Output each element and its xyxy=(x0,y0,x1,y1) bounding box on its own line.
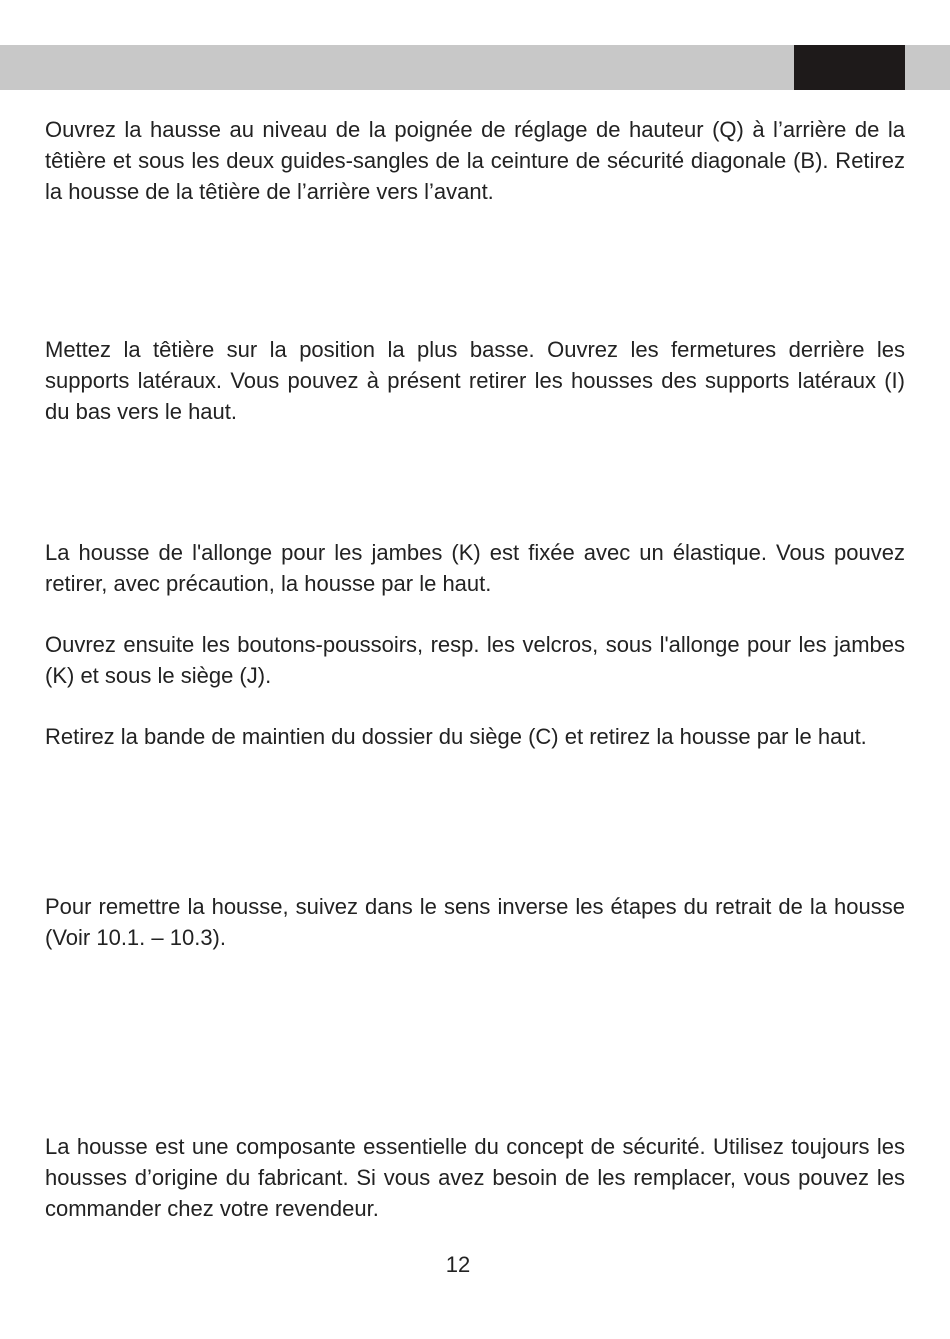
paragraph-safety-note: La housse est une composante essentielle du concept de sécurité. Utilisez toujours les housses d’origine du fabricant. Si vous avez besoin de les remplacer, vous pouvez les commander chez votre revendeur. xyxy=(45,1134,905,1221)
paragraph-snap-fasteners: Ouvrez ensuite les boutons-poussoirs, resp. les velcros, sous l'allonge pour les jambes (K) et sous le siège (J). xyxy=(45,632,905,688)
paragraph-backrest-strip: Retirez la bande de maintien du dossier du siège (C) et retirez la housse par le haut. xyxy=(45,724,867,749)
paragraph-leg-rest: La housse de l'allonge pour les jambes (K) est fixée avec un élastique. Vous pouvez retirer, avec précaution, la housse par le haut. xyxy=(45,540,905,596)
header-section-tab xyxy=(794,45,905,90)
paragraph-side-supports: Mettez la têtière sur la position la plus basse. Ouvrez les fermetures derrière les supports latéraux. Vous pouvez à présent retirer les housses des supports latéraux (I) du bas vers le haut. xyxy=(45,337,905,424)
page-number: 12 xyxy=(445,1252,471,1277)
paragraph-headrest-cover: Ouvrez la hausse au niveau de la poignée de réglage de hauteur (Q) à l’arrière de la têtière et sous les deux guides-sangles de la ceinture de sécurité diagonale (B). Retirez la housse de la têtière de l’arrière vers l’avant. xyxy=(45,117,905,204)
paragraph-refit-cover: Pour remettre la housse, suivez dans le sens inverse les étapes du retrait de la housse (Voir 10.1. – 10.3). xyxy=(45,894,905,950)
